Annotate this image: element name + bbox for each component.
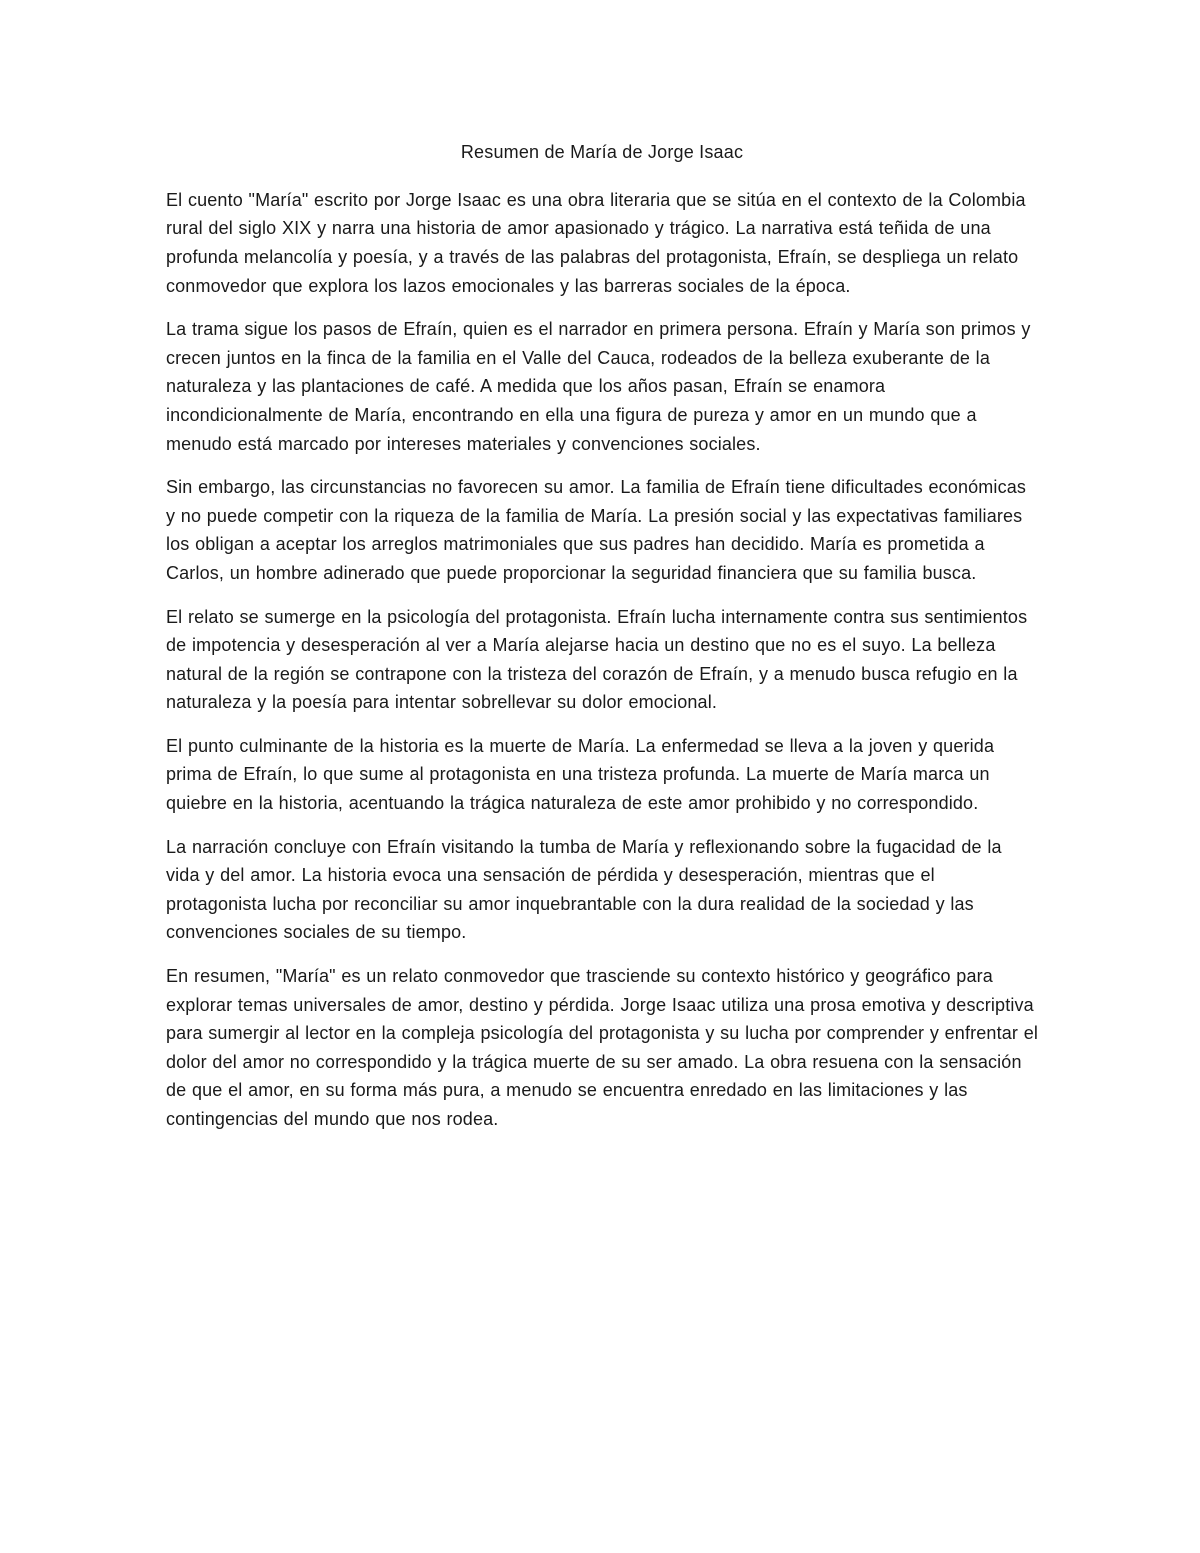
paragraph-7: En resumen, "María" es un relato conmovedor que trasciende su contexto histórico y geográfico para explorar temas universales de amor, destino y pérdida. Jorge Isaac utiliza una prosa emotiva y descriptiva para sumergir al lector en la compleja psicología del protagonista y su lucha por comprender y enfrentar el dolor del amor no correspondido y la trágica muerte de su ser amado. La obra resuena con la sensación de que el amor, en su forma más pura, a menudo se encuentra enredado en las limitaciones y las contingencias del mundo que nos rodea. xyxy=(166,966,1038,1130)
paragraph-2: La trama sigue los pasos de Efraín, quien es el narrador en primera persona. Efraín y María son primos y crecen juntos en la finca de la familia en el Valle del Cauca, rodeados de la belleza exuberante de la naturaleza y las plantaciones de café. A medida que los años pasan, Efraín se enamora incondicionalmente de María, encontrando en ella una figura de pureza y amor en un mundo que a menudo está marcado por intereses materiales y convenciones sociales. xyxy=(166,319,1031,454)
document-body xyxy=(166,138,1038,1149)
paragraph-5: El punto culminante de la historia es la muerte de María. La enfermedad se lleva a la joven y querida prima de Efraín, lo que sume al protagonista en una tristeza profunda. La muerte de María marca un quiebre en la historia, acentuando la trágica naturaleza de este amor prohibido y no correspondido. xyxy=(166,735,995,814)
paragraph-1: El cuento "María" escrito por Jorge Isaac es una obra literaria que se sitúa en el contexto de la Colombia rural del siglo XIX y narra una historia de amor apasionado y trágico. La narrativa está teñida de una profunda melancolía y poesía, y a través de las palabras del protagonista, Efraín, se despliega un relato conmovedor que explora los lazos emocionales y las barreras sociales de la época. xyxy=(166,189,1026,296)
paragraph-6: La narración concluye con Efraín visitando la tumba de María y reflexionando sobre la fugacidad de la vida y del amor. La historia evoca una sensación de pérdida y desesperación, mientras que el protagonista lucha por reconciliar su amor inquebrantable con la dura realidad de la sociedad y las convenciones sociales de su tiempo. xyxy=(166,836,1002,943)
paragraph-3: Sin embargo, las circunstancias no favorecen su amor. La familia de Efraín tiene dificultades económicas y no puede competir con la riqueza de la familia de María. La presión social y las expectativas familiares los obligan a aceptar los arreglos matrimoniales que sus padres han decidido. María es prometida a Carlos, un hombre adinerado que puede proporcionar la seguridad financiera que su familia busca. xyxy=(166,477,1027,583)
paragraph-4: El relato se sumerge en la psicología del protagonista. Efraín lucha internamente contra sus sentimientos de impotencia y desesperación al ver a María alejarse hacia un destino que no es el suyo. La belleza natural de la región se contrapone con la tristeza del corazón de Efraín, y a menudo busca refugio en la naturaleza y la poesía para intentar sobrellevar su dolor emocional. xyxy=(166,606,1028,713)
document-title: Resumen de María de Jorge Isaac xyxy=(460,142,744,162)
